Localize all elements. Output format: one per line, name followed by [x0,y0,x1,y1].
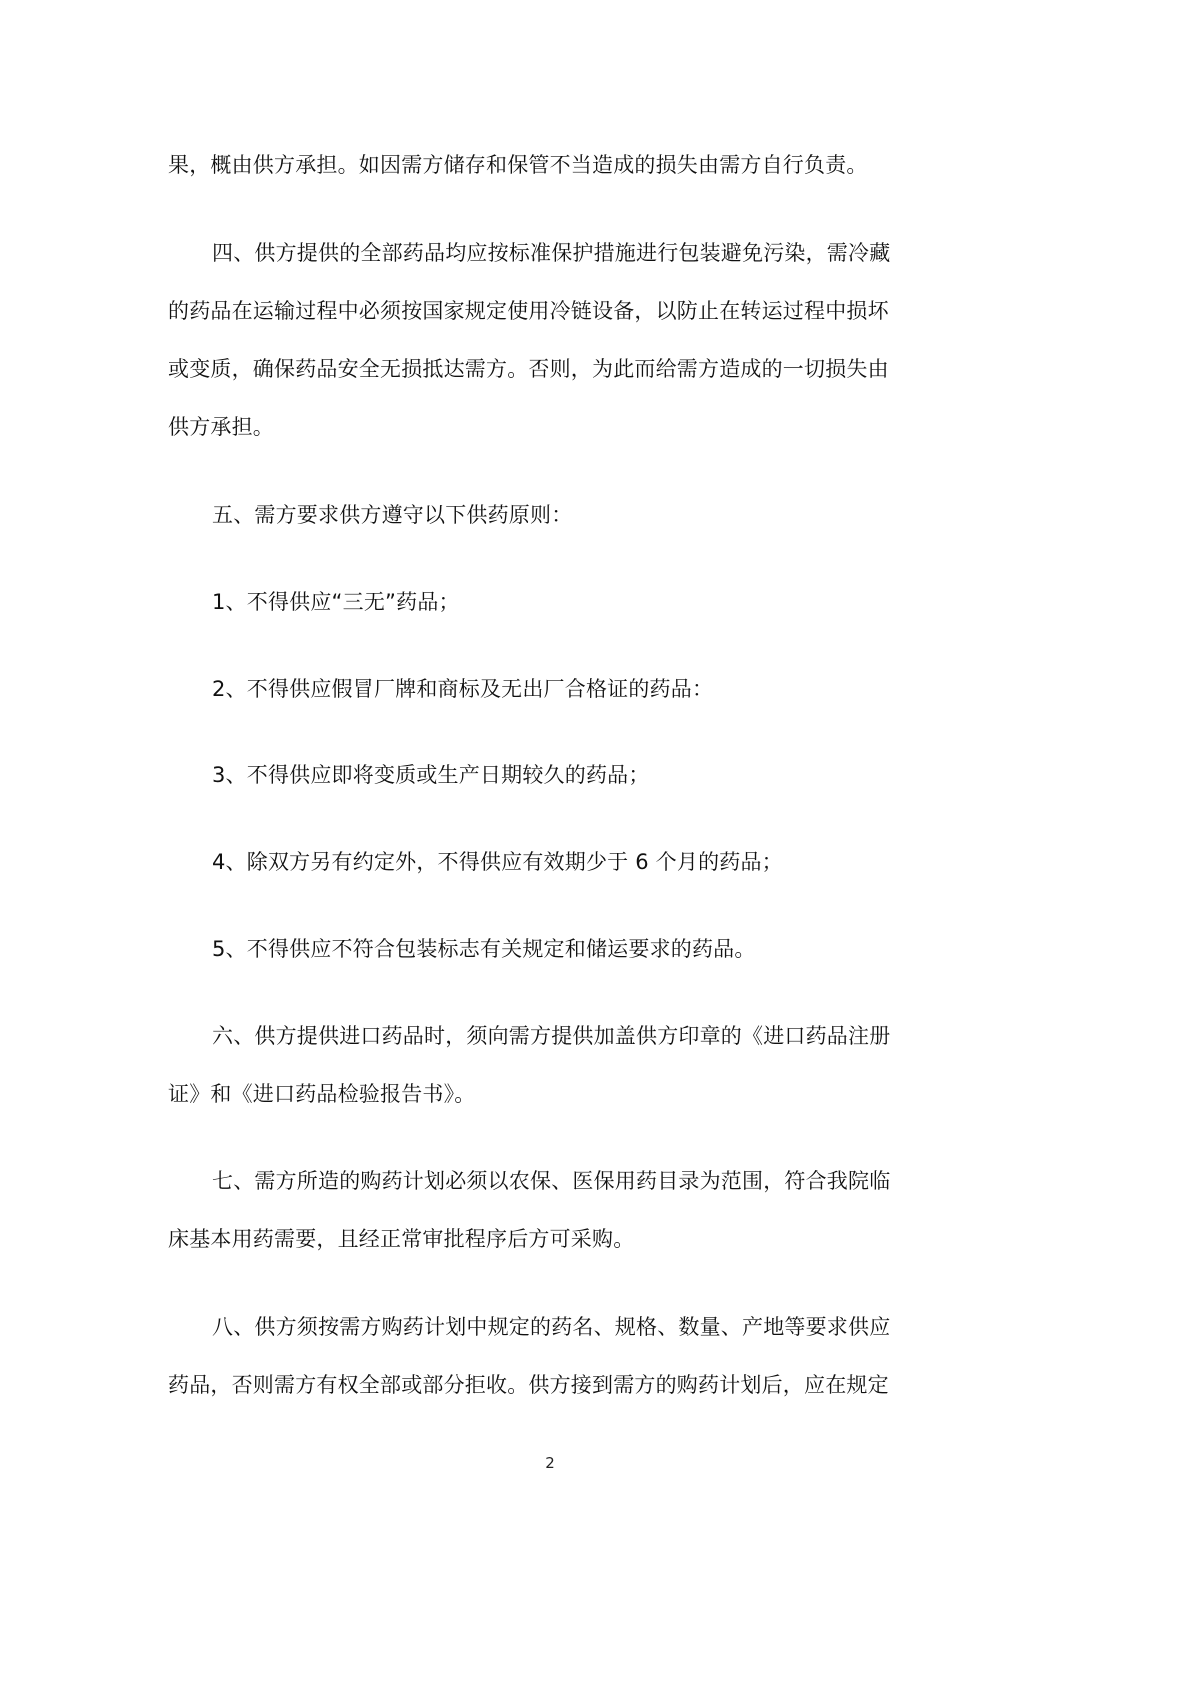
paragraph-4 [168,224,928,456]
text-line: 床基本用药需要，且经正常审批程序后方可采购。 [168,1227,635,1251]
text-line: 果，概由供方承担。如因需方储存和保管不当造成的损失由需方自行负责。 [168,153,868,177]
list-item-5 [168,920,928,978]
text-line: 七、需方所造的购药计划必须以农保、医保用药目录为范围，符合我院临 [212,1169,891,1193]
list-item-3 [168,746,928,804]
paragraph-6 [168,1007,928,1123]
paragraph-8 [168,1298,928,1414]
text-line: 五、需方要求供方遵守以下供药原则： [212,503,573,527]
text-line: 证》和《进口药品检验报告书》。 [168,1082,476,1106]
paragraph-7 [168,1152,928,1268]
list-item-1 [168,573,928,631]
text-line: 5、不得供应不符合包装标志有关规定和储运要求的药品。 [212,937,756,961]
text-line: 3、不得供应即将变质或生产日期较久的药品； [212,763,650,787]
text-line: 2、不得供应假冒厂牌和商标及无出厂合格证的药品： [212,677,714,701]
text-line: 1、不得供应“三无”药品； [212,590,460,614]
text-line: 或变质，确保药品安全无损抵达需方。否则，为此而给需方造成的一切损失由 [168,357,889,381]
page-number: 2 [545,1454,555,1472]
paragraph-3-tail [168,136,928,194]
list-item-2 [168,660,928,718]
text-line: 四、供方提供的全部药品均应按标准保护措施进行包装避免污染，需冷藏 [212,241,891,265]
text-line: 供方承担。 [168,415,274,439]
text-line: 六、供方提供进口药品时，须向需方提供加盖供方印章的《进口药品注册 [212,1024,891,1048]
text-line: 药品，否则需方有权全部或部分拒收。供方接到需方的购药计划后，应在规定 [168,1373,889,1397]
text-line: 的药品在运输过程中必须按国家规定使用冷链设备，以防止在转运过程中损坏 [168,299,889,323]
text-line: 4、除双方另有约定外，不得供应有效期少于 6 个月的药品； [212,850,783,874]
paragraph-5 [168,486,928,544]
text-line: 八、供方须按需方购药计划中规定的药名、规格、数量、产地等要求供应 [212,1315,891,1339]
list-item-4 [168,833,928,891]
